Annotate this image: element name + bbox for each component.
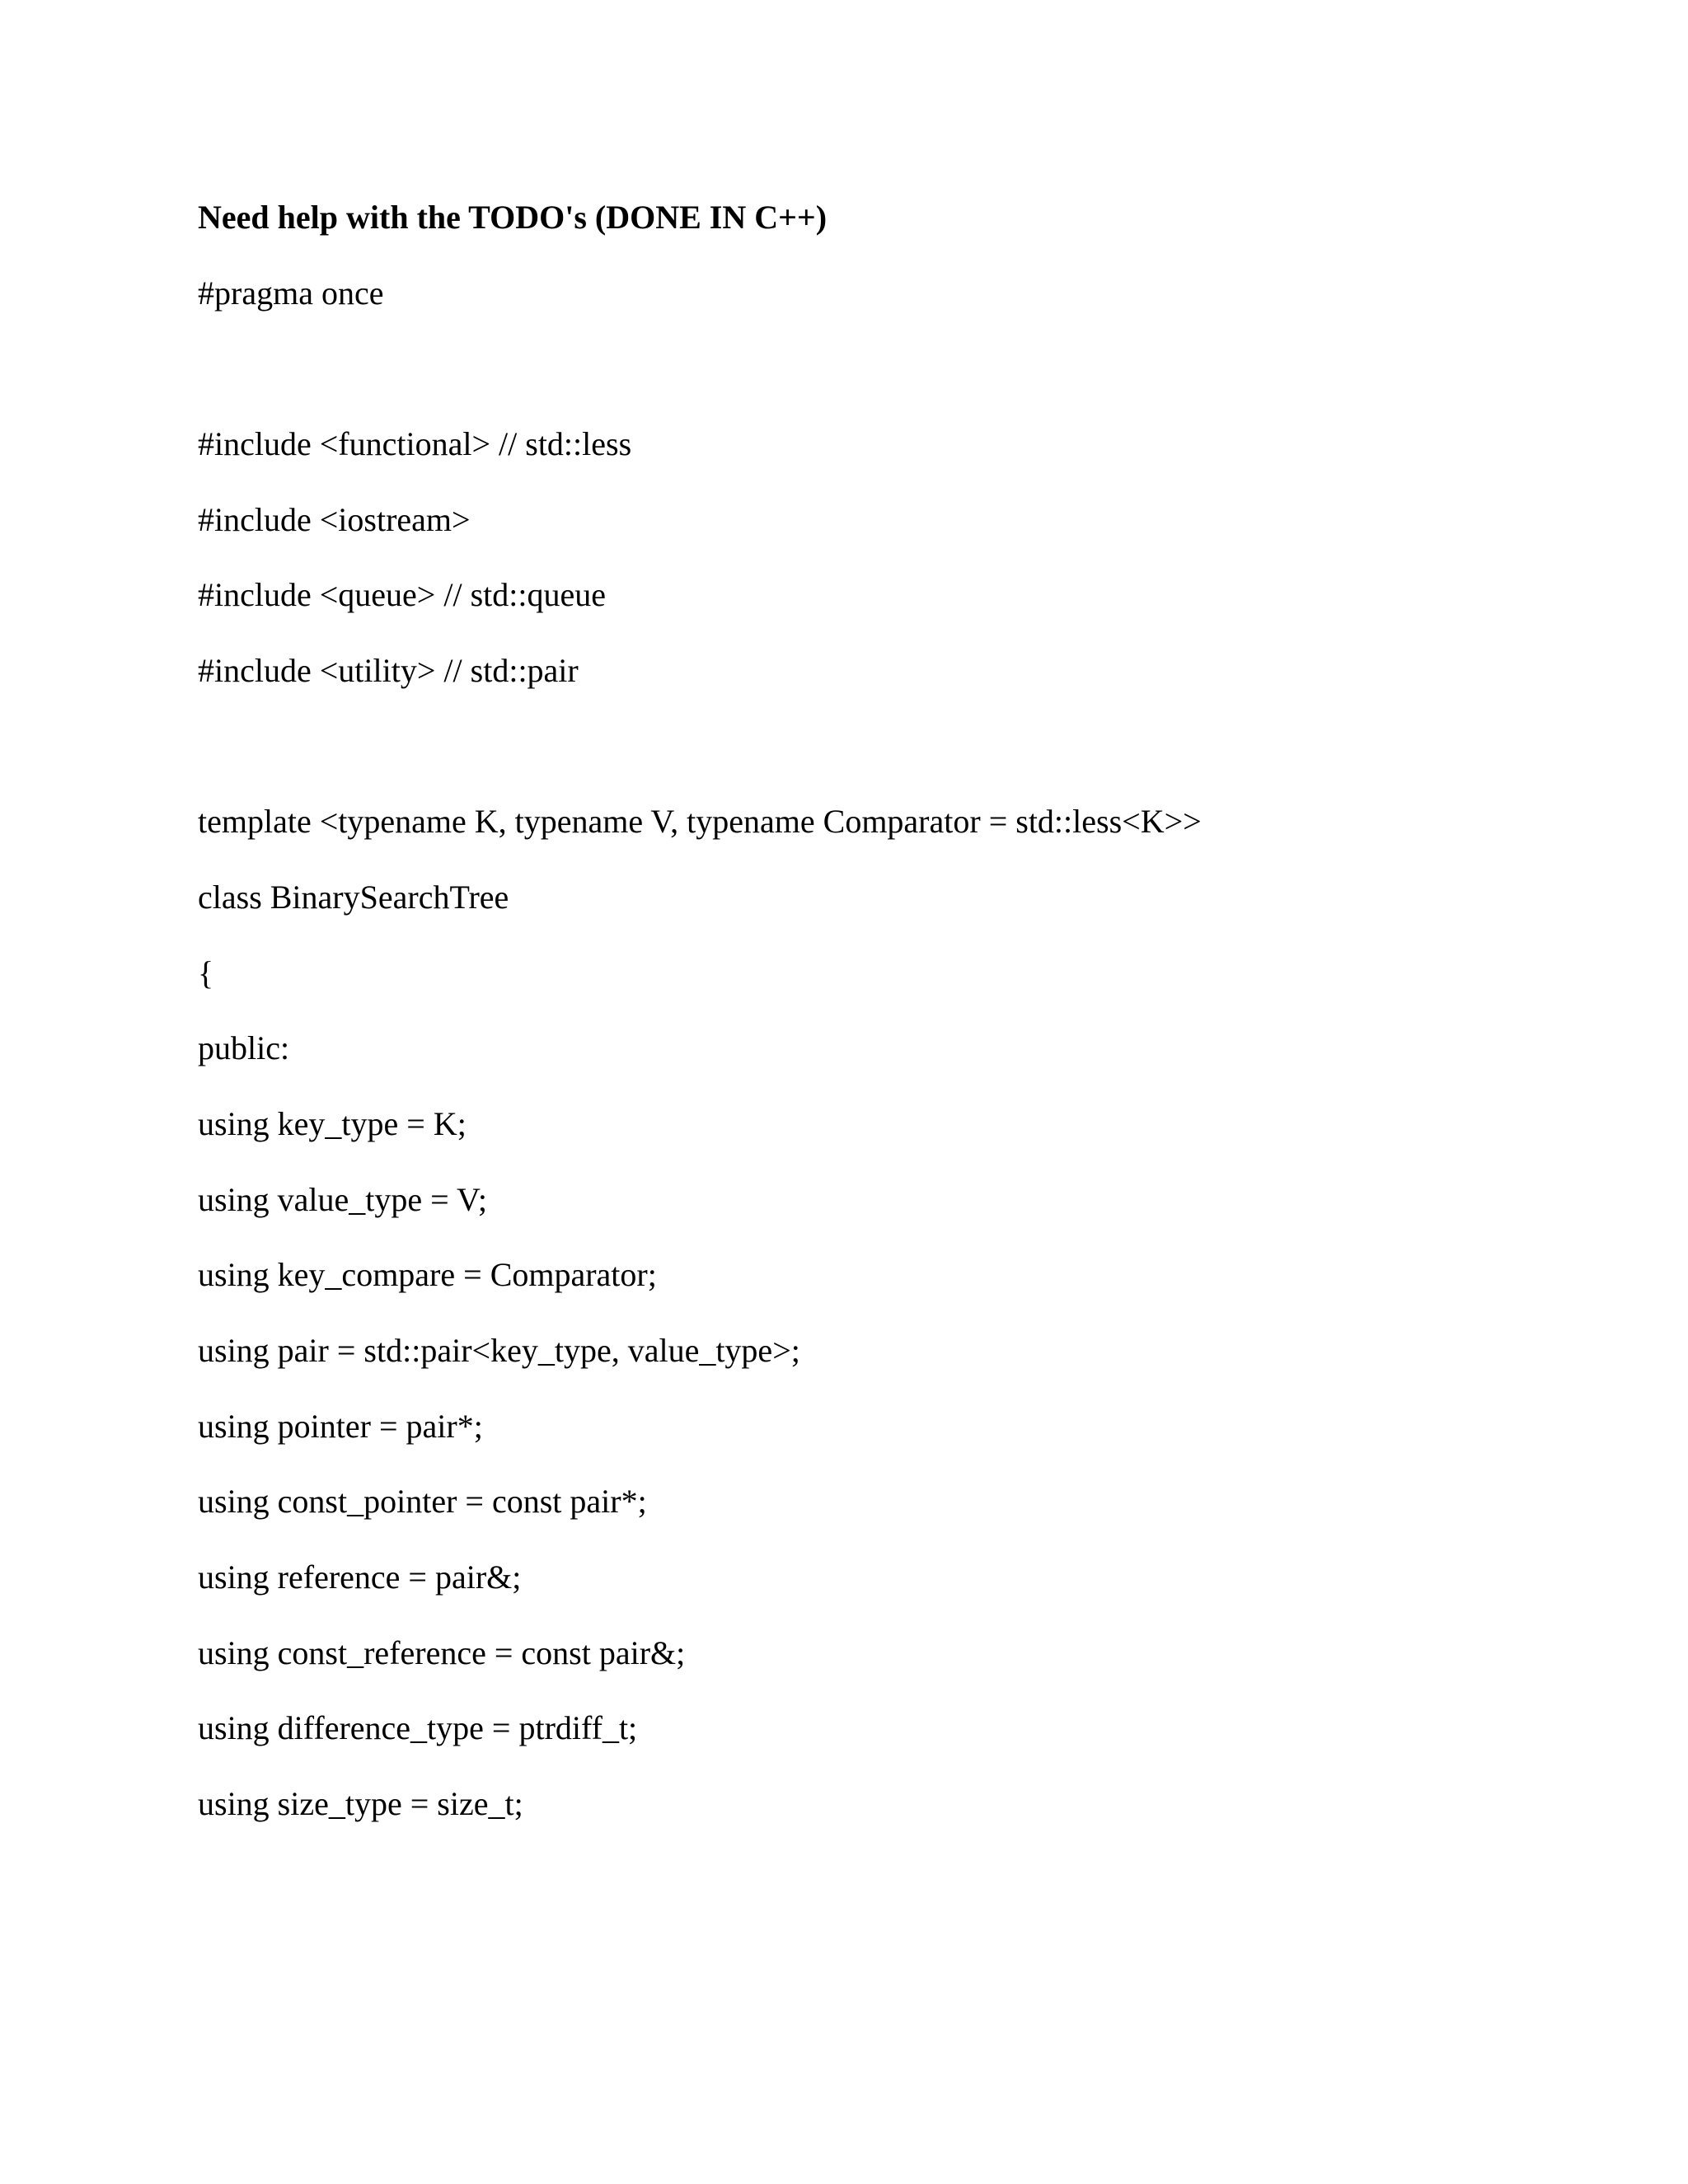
code-line-difference-type: using difference_type = ptrdiff_t; — [198, 1709, 638, 1746]
code-line-include-iostream: #include <iostream> — [198, 501, 471, 538]
code-line-value-type: using value_type = V; — [198, 1181, 488, 1218]
code-line-reference: using reference = pair&; — [198, 1558, 522, 1596]
code-line-open-brace: { — [198, 954, 214, 991]
code-line-pragma: #pragma once — [198, 274, 384, 312]
code-line-pointer: using pointer = pair*; — [198, 1408, 483, 1445]
code-line-include-queue: #include <queue> // std::queue — [198, 576, 606, 613]
code-line-key-compare: using key_compare = Comparator; — [198, 1256, 657, 1293]
code-line-template: template <typename K, typename V, typename Comparator = std::less<K>> — [198, 803, 1202, 840]
code-line-public: public: — [198, 1029, 290, 1066]
code-line-key-type: using key_type = K; — [198, 1105, 467, 1142]
code-line-const-reference: using const_reference = const pair&; — [198, 1634, 686, 1671]
document-title: Need help with the TODO's (DONE IN C++) — [198, 199, 828, 236]
code-line-class: class BinarySearchTree — [198, 879, 509, 916]
code-line-size-type: using size_type = size_t; — [198, 1785, 523, 1822]
code-line-include-utility: #include <utility> // std::pair — [198, 652, 579, 689]
code-line-include-functional: #include <functional> // std::less — [198, 425, 632, 462]
code-line-const-pointer: using const_pointer = const pair*; — [198, 1483, 647, 1520]
code-line-pair: using pair = std::pair<key_type, value_type>; — [198, 1332, 800, 1369]
